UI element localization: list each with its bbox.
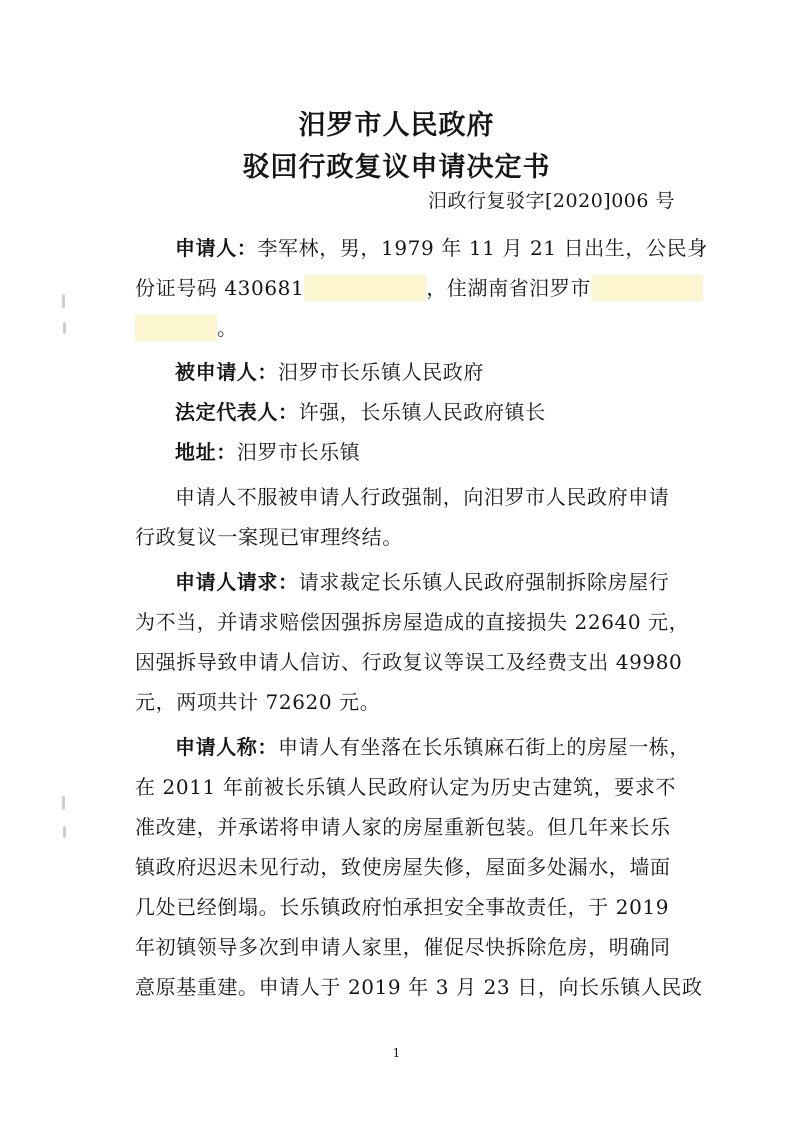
claims-line-5: 几处已经倒塌。长乐镇政府怕承担安全事故责任，于 2019 bbox=[135, 895, 670, 919]
scan-mark bbox=[62, 294, 65, 308]
address-line bbox=[175, 436, 695, 465]
applicant-id-prefix: 份证号码 430681 bbox=[135, 276, 305, 300]
claims-line1-text: 申请人有坐落在长乐镇麻石街上的房屋一栋， bbox=[278, 735, 690, 759]
applicant-line1-text: 李军林，男，1979 年 11 月 21 日出生，公民身 bbox=[257, 236, 708, 260]
legal-rep-label: 法定代表人： bbox=[175, 400, 299, 424]
claims-label: 申请人称： bbox=[175, 735, 278, 759]
claims-line-4: 镇政府迟迟未见行动，致使房屋失修，屋面多处漏水，墙面 bbox=[135, 855, 671, 879]
claims-line-6: 年初镇领导多次到申请人家里，催促尽快拆除危房，明确同 bbox=[135, 935, 671, 959]
summary-line-1: 申请人不服被申请人行政强制，向汨罗市人民政府申请 bbox=[175, 485, 670, 509]
document-title-line2: 驳回行政复议申请决定书 bbox=[242, 152, 551, 183]
applicant-line-1 bbox=[175, 232, 708, 261]
scan-mark bbox=[63, 826, 66, 838]
request-label: 申请人请求： bbox=[175, 570, 299, 594]
claims-line-1 bbox=[175, 731, 695, 760]
request-line-2: 为不当，并请求赔偿因强拆房屋造成的直接损失 22640 元， bbox=[135, 610, 690, 634]
request-line-1 bbox=[175, 566, 695, 595]
redacted-address-part1 bbox=[591, 275, 703, 301]
request-line-4: 元，两项共计 72620 元。 bbox=[135, 690, 381, 714]
claims-line-3: 准改建，并承诺将申请人家的房屋重新包装。但几年来长乐 bbox=[135, 815, 671, 839]
legal-rep-value: 许强，长乐镇人民政府镇长 bbox=[298, 400, 546, 424]
redacted-address-part2 bbox=[135, 315, 217, 341]
summary-line-2: 行政复议一案现已审理终结。 bbox=[135, 525, 403, 549]
document-title-line1: 汨罗市人民政府 bbox=[298, 110, 495, 141]
claims-line-2: 在 2011 年前被长乐镇人民政府认定为历史古建筑，要求不 bbox=[135, 775, 677, 799]
address-value: 汨罗市长乐镇 bbox=[236, 440, 361, 464]
applicant-line3-end: 。 bbox=[217, 316, 238, 340]
applicant-line-3 bbox=[135, 312, 695, 341]
scan-mark bbox=[62, 796, 65, 810]
document-number: 汨政行复驳字[2020]006 号 bbox=[428, 190, 675, 212]
respondent-label: 被申请人： bbox=[175, 360, 278, 384]
page-number: 1 bbox=[392, 1046, 401, 1060]
applicant-address-prefix: ，住湖南省汨罗市 bbox=[426, 276, 592, 300]
request-line1-text: 请求裁定长乐镇人民政府强制拆除房屋行 bbox=[298, 570, 670, 594]
request-line-3: 因强拆导致申请人信访、行政复议等误工及经费支出 49980 bbox=[135, 650, 683, 674]
claims-line-7: 意原基重建。申请人于 2019 年 3 月 23 日，向长乐镇人民政 bbox=[135, 975, 703, 999]
applicant-label: 申请人： bbox=[175, 236, 258, 260]
address-label: 地址： bbox=[175, 440, 237, 464]
legal-rep-line bbox=[175, 396, 695, 425]
scan-mark bbox=[63, 322, 66, 334]
applicant-line-2 bbox=[135, 272, 695, 301]
respondent-value: 汨罗市长乐镇人民政府 bbox=[278, 360, 484, 384]
redacted-id-number bbox=[304, 275, 426, 301]
respondent-line bbox=[175, 356, 695, 385]
